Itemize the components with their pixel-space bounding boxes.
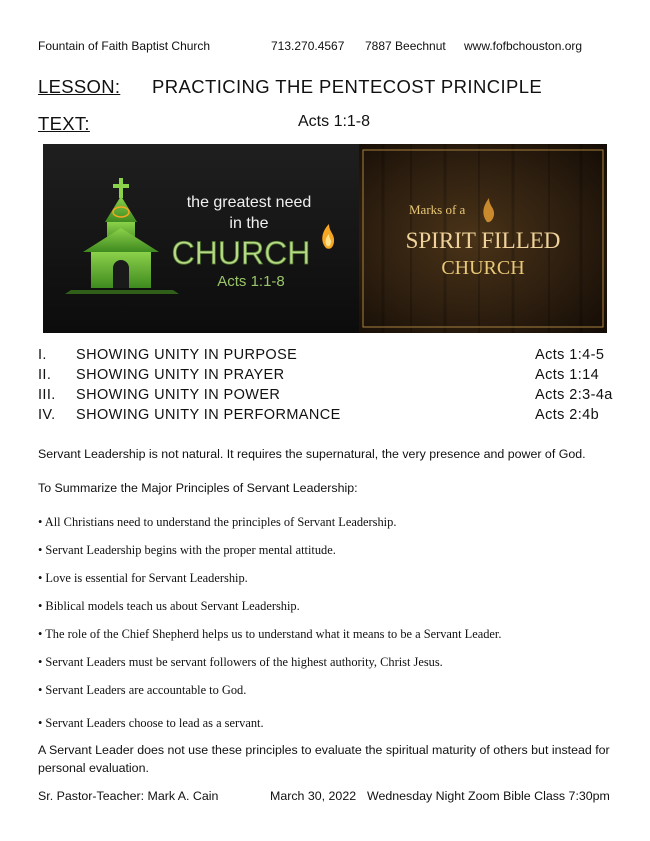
outline-reference: Acts 1:14	[535, 367, 600, 383]
text-reference: Acts 1:1-8	[298, 113, 371, 130]
footer-date: March 30, 2022	[270, 789, 357, 803]
footer-pastor: Sr. Pastor-Teacher: Mark A. Cain	[38, 789, 219, 803]
list-item: • Servant Leaders must be servant followers of the highest authority, Christ Jesus.	[38, 655, 443, 669]
list-item: • Love is essential for Servant Leadership.	[38, 571, 248, 585]
closing-line-1: A Servant Leader does not use these principles to evaluate the spiritual maturity of others but instead for	[38, 743, 610, 757]
outline-numeral: I.	[38, 347, 47, 363]
lesson-title: PRACTICING THE PENTECOST PRINCIPLE	[152, 76, 543, 97]
outline-heading: SHOWING UNITY IN POWER	[76, 387, 281, 403]
banner-left-line3: CHURCH	[171, 235, 311, 271]
text-label: TEXT:	[38, 113, 90, 134]
outline-heading: SHOWING UNITY IN PURPOSE	[76, 347, 298, 363]
footer-event: Wednesday Night Zoom Bible Class 7:30pm	[367, 789, 610, 803]
list-item: • Servant Leaders are accountable to God.	[38, 683, 247, 697]
outline-numeral: IV.	[38, 407, 56, 423]
outline-reference: Acts 2:3-4a	[535, 387, 613, 403]
summary-heading: To Summarize the Major Principles of Servant Leadership:	[38, 481, 358, 495]
sermon-banner-image	[43, 144, 607, 333]
banner-right-line1: Marks of a	[409, 202, 466, 217]
outline-heading: SHOWING UNITY IN PRAYER	[76, 367, 285, 383]
list-item: • Servant Leadership begins with the proper mental attitude.	[38, 543, 336, 557]
church-phone: 713.270.4567	[271, 39, 345, 53]
banner-left-line2: in the	[229, 215, 269, 232]
outline-numeral: III.	[38, 387, 56, 403]
list-item: • Servant Leaders choose to lead as a servant.	[38, 716, 264, 730]
church-address: 7887 Beechnut	[365, 39, 446, 53]
list-item: • All Christians need to understand the principles of Servant Leadership.	[38, 515, 397, 529]
banner-left-line4: Acts 1:1-8	[217, 273, 285, 290]
list-item: • Biblical models teach us about Servant Leadership.	[38, 599, 300, 613]
outline-numeral: II.	[38, 367, 52, 383]
outline-reference: Acts 2:4b	[535, 407, 600, 423]
banner-art	[43, 144, 607, 333]
church-website[interactable]: www.fofbchouston.org	[464, 39, 583, 53]
banner-right-line2: SPIRIT FILLED	[405, 228, 561, 253]
banner-left-line1: the greatest need	[186, 194, 312, 211]
outline-reference: Acts 1:4-5	[535, 347, 605, 363]
lesson-label: LESSON:	[38, 76, 121, 97]
outline-heading: SHOWING UNITY IN PERFORMANCE	[76, 407, 341, 423]
closing-line-2: personal evaluation.	[38, 761, 149, 775]
list-item: • The role of the Chief Shepherd helps us to understand what it means to be a Servant Leader.	[38, 627, 502, 641]
banner-right-line3: CHURCH	[441, 257, 525, 279]
church-name: Fountain of Faith Baptist Church	[38, 39, 211, 53]
intro-paragraph: Servant Leadership is not natural. It requires the supernatural, the very presence and power of God.	[38, 447, 586, 461]
